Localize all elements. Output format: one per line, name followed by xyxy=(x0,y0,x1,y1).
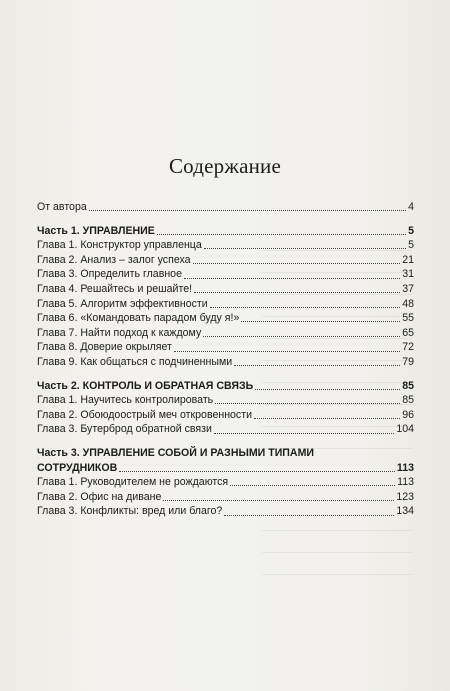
toc-entry[interactable] xyxy=(37,297,414,312)
toc-entry[interactable] xyxy=(37,422,414,437)
toc-entry-label: Глава 6. «Командовать парадом буду я!» xyxy=(37,312,240,325)
dot-leader xyxy=(230,484,395,486)
toc-page-number: 5 xyxy=(408,224,414,237)
toc-part-2[interactable] xyxy=(37,379,414,394)
dot-leader xyxy=(215,402,400,404)
toc-page-number: 123 xyxy=(396,490,414,503)
toc-entry[interactable] xyxy=(37,238,414,253)
toc-page-number: 113 xyxy=(396,461,414,474)
toc-entry-label: От автора xyxy=(37,201,87,213)
toc-part-label: Часть 2. КОНТРОЛЬ И ОБРАТНАЯ СВЯЗЬ xyxy=(37,379,254,392)
toc-page-number: 72 xyxy=(402,341,414,354)
dot-leader xyxy=(254,417,400,419)
dot-leader xyxy=(224,514,394,516)
dot-leader xyxy=(234,364,400,366)
dot-leader xyxy=(214,432,394,434)
toc-entry[interactable] xyxy=(37,355,414,370)
dot-leader xyxy=(157,233,406,235)
dot-leader xyxy=(204,247,406,249)
toc-page-number: 85 xyxy=(402,379,414,392)
toc-entry-label: Глава 9. Как общаться с подчиненными xyxy=(37,355,233,368)
dot-leader xyxy=(89,209,406,211)
toc-entry-label: Глава 2. Офис на диване xyxy=(37,490,162,503)
dot-leader xyxy=(184,277,400,279)
toc-entry-label: Глава 8. Доверие окрыляет xyxy=(37,341,172,354)
toc-page-number: 96 xyxy=(402,408,414,421)
toc-page-number: 21 xyxy=(402,253,414,266)
toc-entry[interactable] xyxy=(37,267,414,282)
toc-entry-label: Глава 4. Решайтесь и решайте! xyxy=(37,282,193,295)
dot-leader xyxy=(174,350,400,352)
toc-part-3-heading[interactable]: Часть 3. УПРАВЛЕНИЕ СОБОЙ И РАЗНЫМИ ТИПАМИ xyxy=(37,446,315,459)
toc-entry-label: Глава 1. Научитесь контролировать xyxy=(37,394,214,407)
toc-entry-label: Глава 2. Обоюдоострый меч откровенности xyxy=(37,408,253,421)
toc-entry-label: Глава 3. Конфликты: вред или благо? xyxy=(37,505,223,518)
dot-leader xyxy=(241,320,400,322)
toc-page-number: 65 xyxy=(402,326,414,339)
dot-leader xyxy=(203,335,400,337)
toc-page-number: 113 xyxy=(397,476,414,489)
toc-entry[interactable] xyxy=(37,326,414,341)
toc-part-1[interactable] xyxy=(37,224,414,239)
toc-entry[interactable] xyxy=(37,340,414,355)
toc-entry-label: Глава 3. Определить главное xyxy=(37,268,182,281)
dot-leader xyxy=(193,262,401,264)
toc-part-3[interactable] xyxy=(37,461,414,476)
toc-page-number: 85 xyxy=(402,394,414,407)
toc-page-number: 37 xyxy=(402,282,414,295)
toc-part-label: СОТРУДНИКОВ xyxy=(37,461,118,474)
toc-page-number: 79 xyxy=(402,355,414,368)
dot-leader xyxy=(255,388,400,390)
toc-entry[interactable] xyxy=(37,253,414,268)
toc-entry[interactable] xyxy=(37,504,414,519)
toc-entry[interactable] xyxy=(37,490,414,505)
toc-entry-label: Глава 7. Найти подход к каждому xyxy=(37,326,202,339)
page-title: Содержание xyxy=(168,154,282,178)
toc-page-number: 104 xyxy=(396,423,414,436)
toc-page-number: 134 xyxy=(396,505,414,518)
toc-page-number: 5 xyxy=(408,239,414,252)
toc-entry[interactable] xyxy=(37,393,414,408)
toc-part-label: Часть 1. УПРАВЛЕНИЕ xyxy=(37,224,155,237)
dot-leader xyxy=(194,291,400,293)
toc-page-number: 4 xyxy=(408,201,414,213)
toc-entry-label: Глава 3. Бутерброд обратной связи xyxy=(37,423,212,436)
toc-entry-label: Глава 2. Анализ – залог успеха xyxy=(37,253,191,266)
toc-entry-label: Глава 1. Конструктор управленца xyxy=(37,239,202,252)
toc-entry-label: Глава 1. Руководителем не рождаются xyxy=(37,476,229,489)
toc-page-number: 55 xyxy=(402,312,414,325)
toc-entry-label: Глава 5. Алгоритм эффективности xyxy=(37,297,208,310)
dot-leader xyxy=(210,306,401,308)
toc-page-number: 31 xyxy=(402,268,414,281)
toc-entry[interactable] xyxy=(37,311,414,326)
toc-entry[interactable] xyxy=(37,408,414,423)
table-of-contents xyxy=(37,200,414,519)
toc-page-number: 48 xyxy=(402,297,414,310)
toc-entry-preface[interactable] xyxy=(37,200,414,215)
toc-entry[interactable] xyxy=(37,475,414,490)
toc-entry[interactable] xyxy=(37,282,414,297)
dot-leader xyxy=(119,470,395,472)
dot-leader xyxy=(163,499,394,501)
